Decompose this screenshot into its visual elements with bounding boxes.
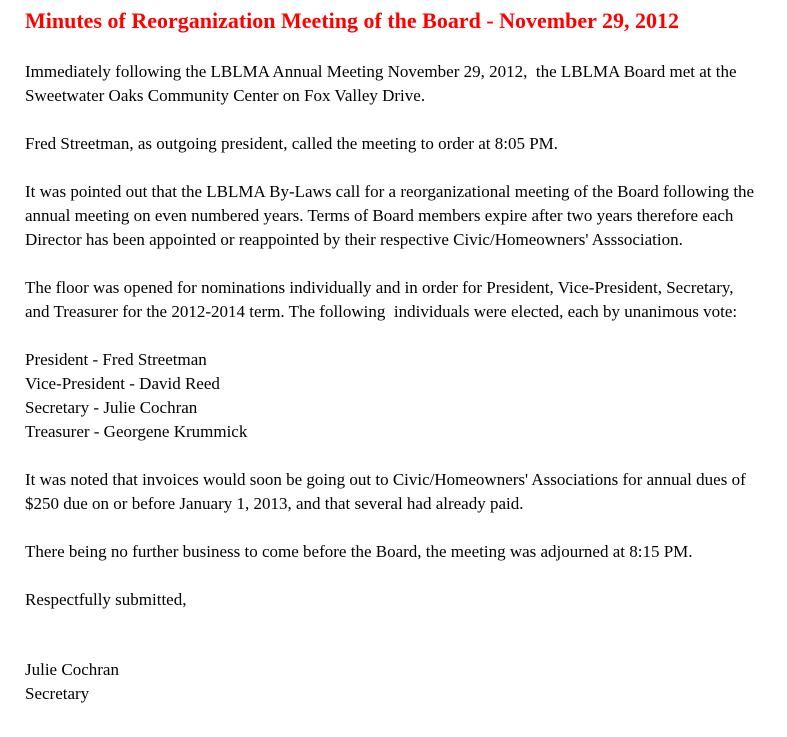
officer-president: President - Fred Streetman	[25, 350, 207, 369]
paragraph-call-to-order: Fred Streetman, as outgoing president, called the meeting to order at 8:05 PM.	[25, 134, 559, 153]
paragraph-adjournment: There being no further business to come before the Board, the meeting was adjourned at 8:15 PM.	[25, 542, 693, 561]
officer-vice-president: Vice-President - David Reed	[25, 374, 220, 393]
paragraph-bylaws-reorganization: It was pointed out that the LBLMA By-Laws call for a reorganizational meeting of the Board following the annual meeting on even numbered years. Terms of Board members expire after two years therefore each Director has been appointed or reappointed by their respective Civic/Homeowners' Asssociation.	[25, 182, 759, 249]
paragraph-nominations: The floor was opened for nominations individually and in order for President, Vice-President, Secretary, and Treasurer for the 2012-2014 term. The following individuals were elected, each by unanimous vote:	[25, 278, 738, 321]
paragraph-invoices-dues: It was noted that invoices would soon be going out to Civic/Homeowners' Associations for annual dues of $250 due on or before January 1, 2013, and that several had already paid.	[25, 470, 750, 513]
signature-title: Secretary	[25, 684, 90, 703]
officer-secretary: Secretary - Julie Cochran	[25, 398, 198, 417]
closing-line: Respectfully submitted,	[25, 590, 187, 609]
signature-block	[25, 658, 762, 706]
paragraph-meeting-intro: Immediately following the LBLMA Annual Meeting November 29, 2012, the LBLMA Board met at the Sweetwater Oaks Community Center on Fox Valley Drive.	[25, 62, 741, 105]
elected-officers-list	[25, 348, 762, 444]
document-title: Minutes of Reorganization Meeting of the Board - November 29, 2012	[25, 8, 679, 33]
officer-treasurer: Treasurer - Georgene Krummick	[25, 422, 248, 441]
signature-name: Julie Cochran	[25, 660, 119, 679]
